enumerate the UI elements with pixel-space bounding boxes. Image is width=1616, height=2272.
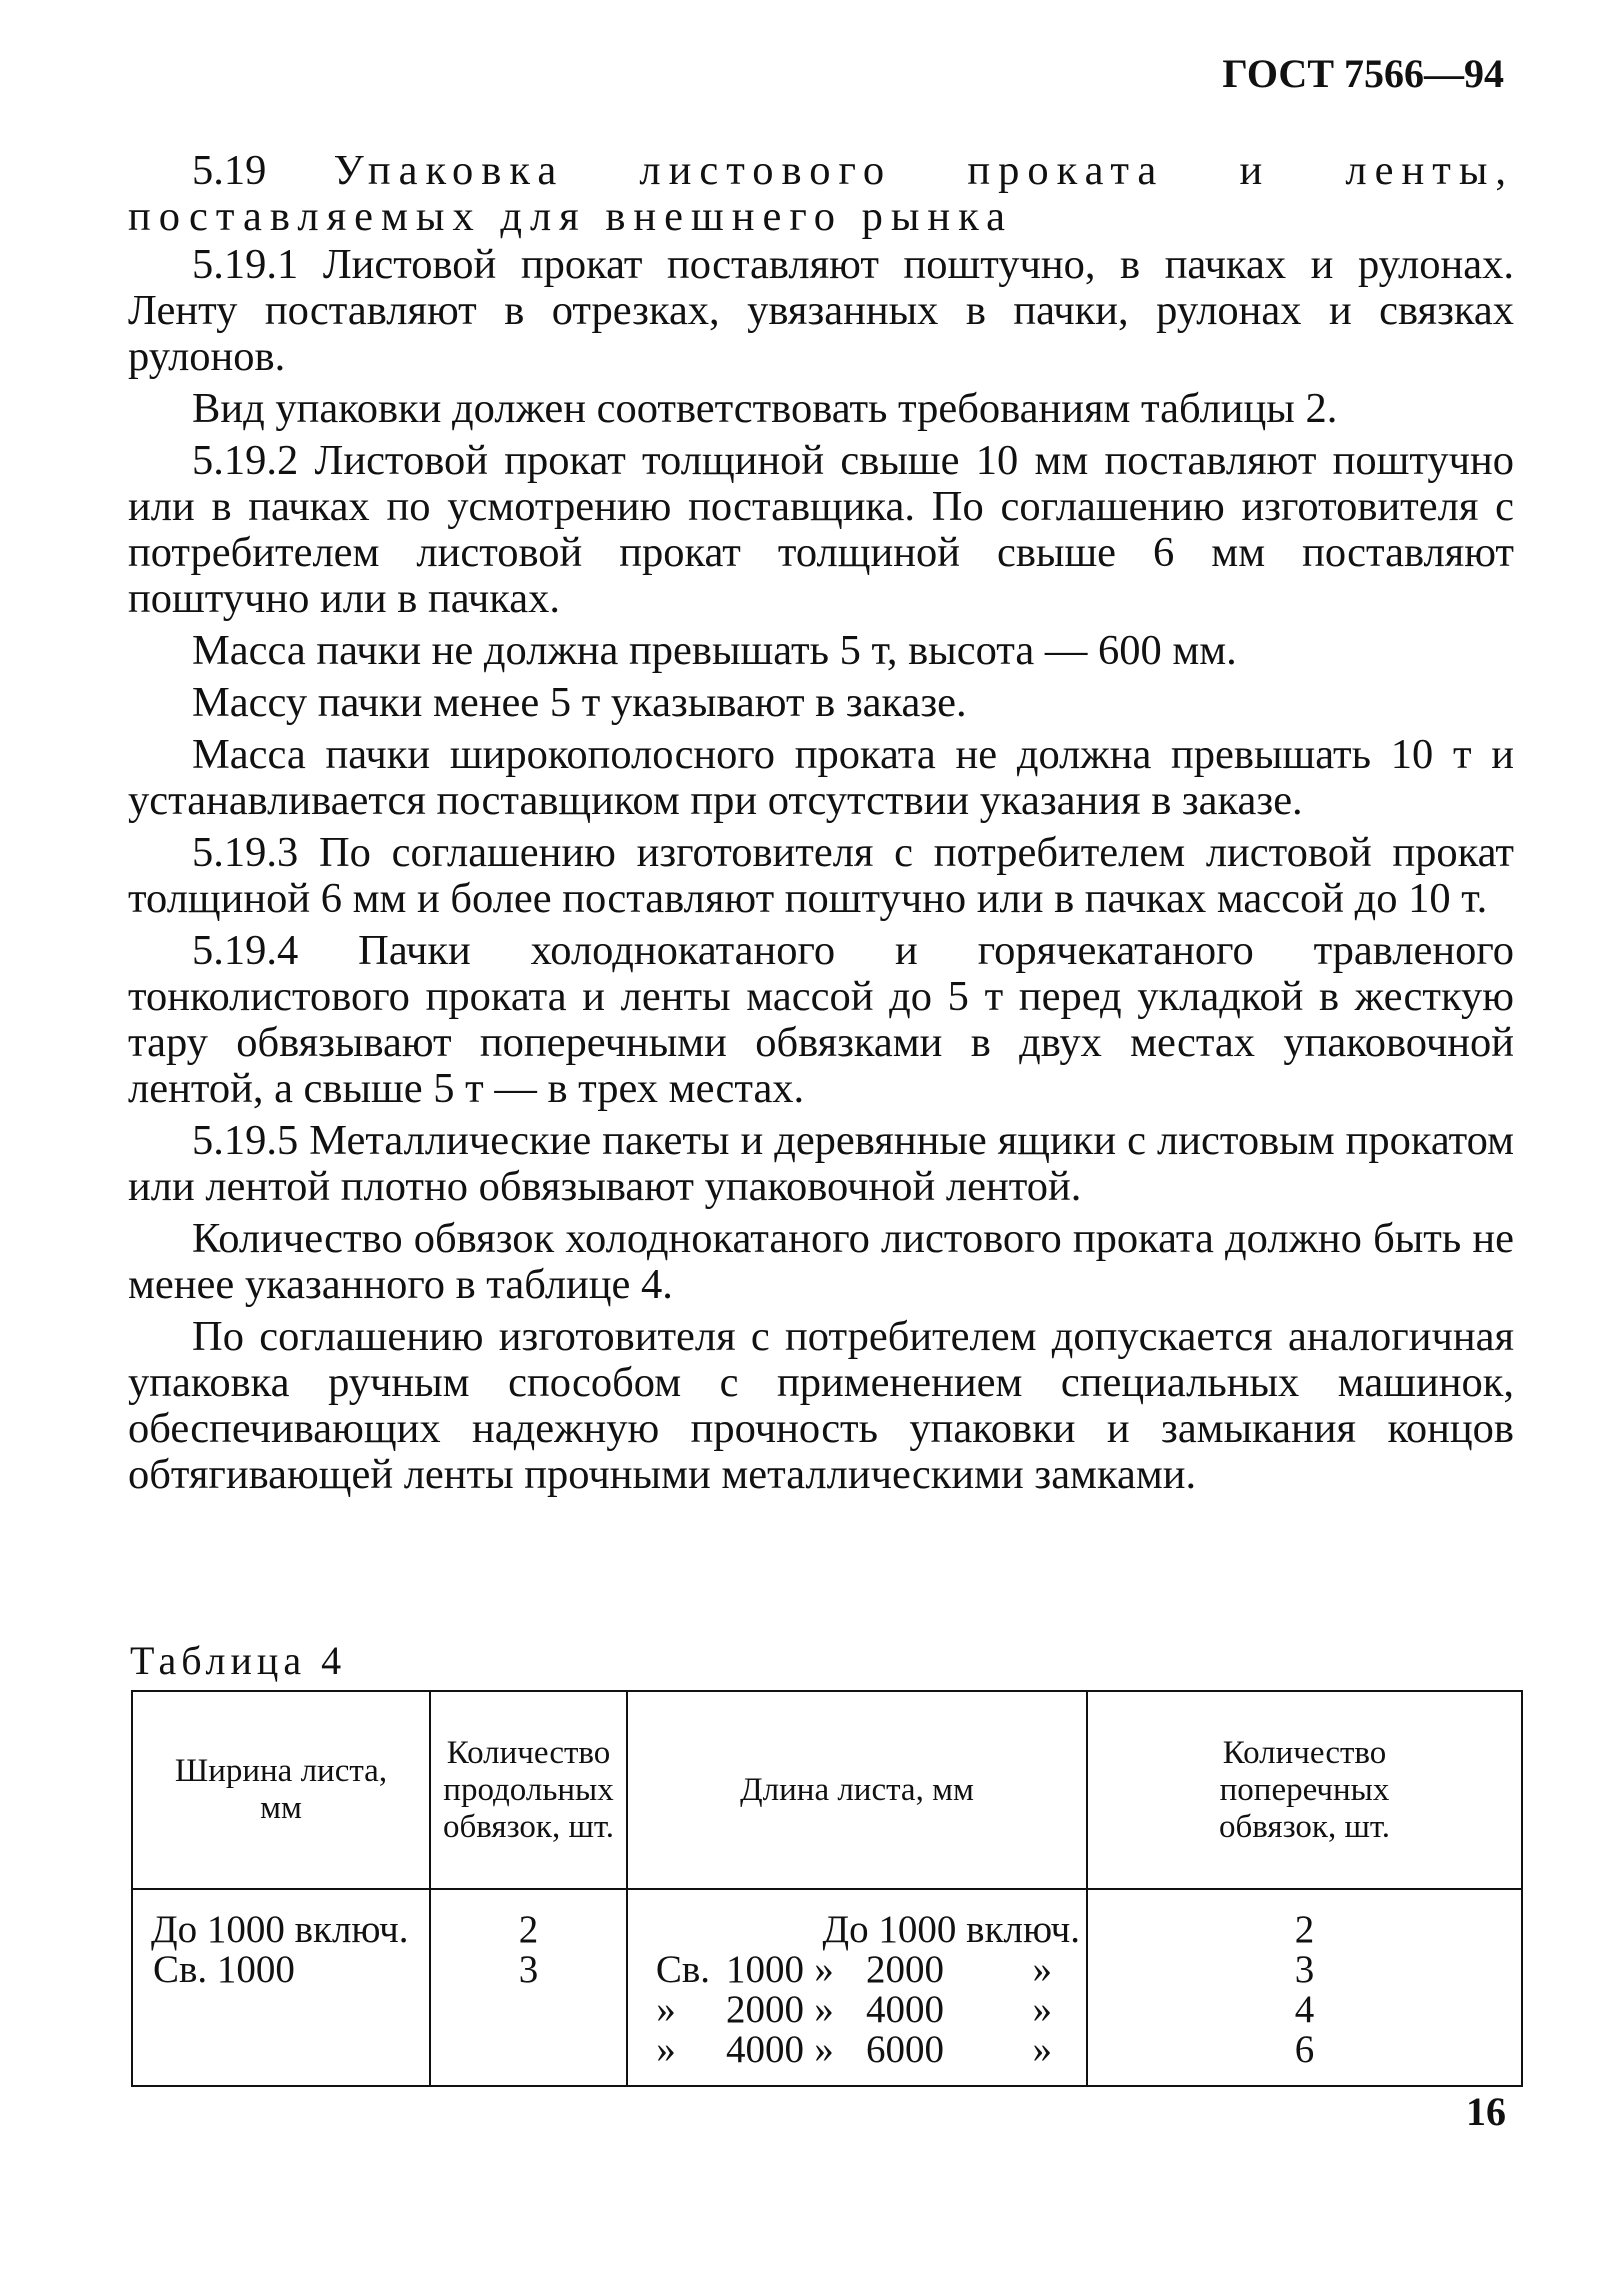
length-prefix: » — [656, 2028, 676, 2071]
width-value: До 1000 включ. — [151, 1908, 409, 1951]
length-from: 4000 — [726, 2028, 804, 2071]
section-heading-text: Упаковка листового проката и ленты, поставляемых для внешнего рынка — [128, 147, 1515, 240]
page-number: 16 — [1466, 2089, 1506, 2134]
header-cross-count: Количество поперечных обвязок, шт. — [1087, 1691, 1522, 1889]
table-4 — [131, 1690, 1523, 2087]
paragraph: Массу пачки менее 5 т указывают в заказе. — [192, 679, 967, 726]
cross-count-cell — [1087, 1889, 1522, 2086]
width-cell — [132, 1889, 430, 2086]
paragraph: 5.19.5 Металлические пакеты и деревянные ящики с листовым прокатом или лентой плотно обвязывают упаковочной лентой. — [128, 1117, 1514, 1210]
table-row — [132, 1889, 1522, 2086]
table-caption: Таблица 4 — [130, 1638, 347, 1683]
length-from: 2000 — [726, 1988, 804, 2031]
length-to: 2000 — [866, 1948, 944, 1991]
paragraph: 5.19.1 Листовой прокат поставляют поштучно, в пачках и рулонах. Ленту поставляют в отрезках, увязанных в пачки, рулонах и связках рулонов. — [128, 241, 1514, 380]
length-cell — [627, 1889, 1087, 2086]
paragraph: По соглашению изготовителя с потребителем допускается аналогичная упаковка ручным способом с применением специальных машинок, обеспечивающих надежную прочность упаковки и замыкания концов обтягивающей ленты прочными металлическими замками. — [128, 1313, 1514, 1498]
length-row — [628, 1990, 1086, 2030]
header-long-count: Количество продольных обвязок, шт. — [430, 1691, 627, 1889]
document-code: ГОСТ 7566—94 — [1222, 51, 1504, 96]
paragraph: Вид упаковки должен соответствовать требованиям таблицы 2. — [192, 385, 1338, 432]
section-heading — [128, 148, 1514, 240]
length-separator: » — [814, 1948, 834, 1991]
width-value: Св. 1000 — [153, 1948, 295, 1991]
length-prefix: » — [656, 1988, 676, 2031]
long-count-value: 3 — [518, 1948, 539, 1991]
length-suffix: » — [1032, 2028, 1052, 2071]
cross-count-value: 4 — [1294, 1988, 1315, 2031]
length-prefix: Св. — [655, 1948, 710, 1991]
body-text — [128, 148, 1514, 1504]
cross-count-value: 2 — [1294, 1908, 1315, 1951]
section-heading-number: 5.19 — [192, 147, 267, 194]
paragraph: 5.19.2 Листовой прокат толщиной свыше 10 мм поставляют поштучно или в пачках по усмотрению поставщика. По соглашению изготовителя с потребителем листовой прокат толщиной свыше 6 мм поставляют поштучно или в пачках. — [128, 437, 1514, 622]
length-to: 4000 — [866, 1988, 944, 2031]
length-row — [628, 2030, 1086, 2070]
length-suffix: » — [1032, 1988, 1052, 2031]
paragraph: Масса пачки широкополосного проката не должна превышать 10 т и устанавливается поставщиком при отсутствии указания в заказе. — [128, 731, 1514, 824]
length-separator: » — [814, 1988, 834, 2031]
paragraph: Масса пачки не должна превышать 5 т, высота — 600 мм. — [192, 627, 1237, 674]
long-count-cell — [430, 1889, 627, 2086]
table-header-row — [132, 1691, 1522, 1889]
length-suffix: » — [1032, 1948, 1052, 1991]
long-count-value: 2 — [518, 1908, 539, 1951]
paragraph: Количество обвязок холоднокатаного листового проката должно быть не менее указанного в таблице 4. — [128, 1215, 1514, 1308]
header-width: Ширина листа, мм — [132, 1691, 430, 1889]
header-length: Длина листа, мм — [627, 1691, 1087, 1889]
length-row — [628, 1950, 1086, 1990]
length-separator: » — [814, 2028, 834, 2071]
paragraph: 5.19.3 По соглашению изготовителя с потребителем листовой прокат толщиной 6 мм и более поставляют поштучно или в пачках массой до 10 т. — [128, 829, 1514, 922]
length-row — [628, 1910, 1086, 1950]
length-text: До 1000 включ. — [822, 1908, 1080, 1951]
length-from: 1000 — [726, 1948, 804, 1991]
paragraph: 5.19.4 Пачки холоднокатаного и горячекатаного травленого тонколистового проката и ленты массой до 5 т перед укладкой в жесткую тару обвязывают поперечными обвязками в двух местах упаковочной лентой, а свыше 5 т — в трех местах. — [128, 927, 1514, 1112]
length-to: 6000 — [866, 2028, 944, 2071]
cross-count-value: 3 — [1294, 1948, 1315, 1991]
cross-count-value: 6 — [1294, 2028, 1315, 2071]
